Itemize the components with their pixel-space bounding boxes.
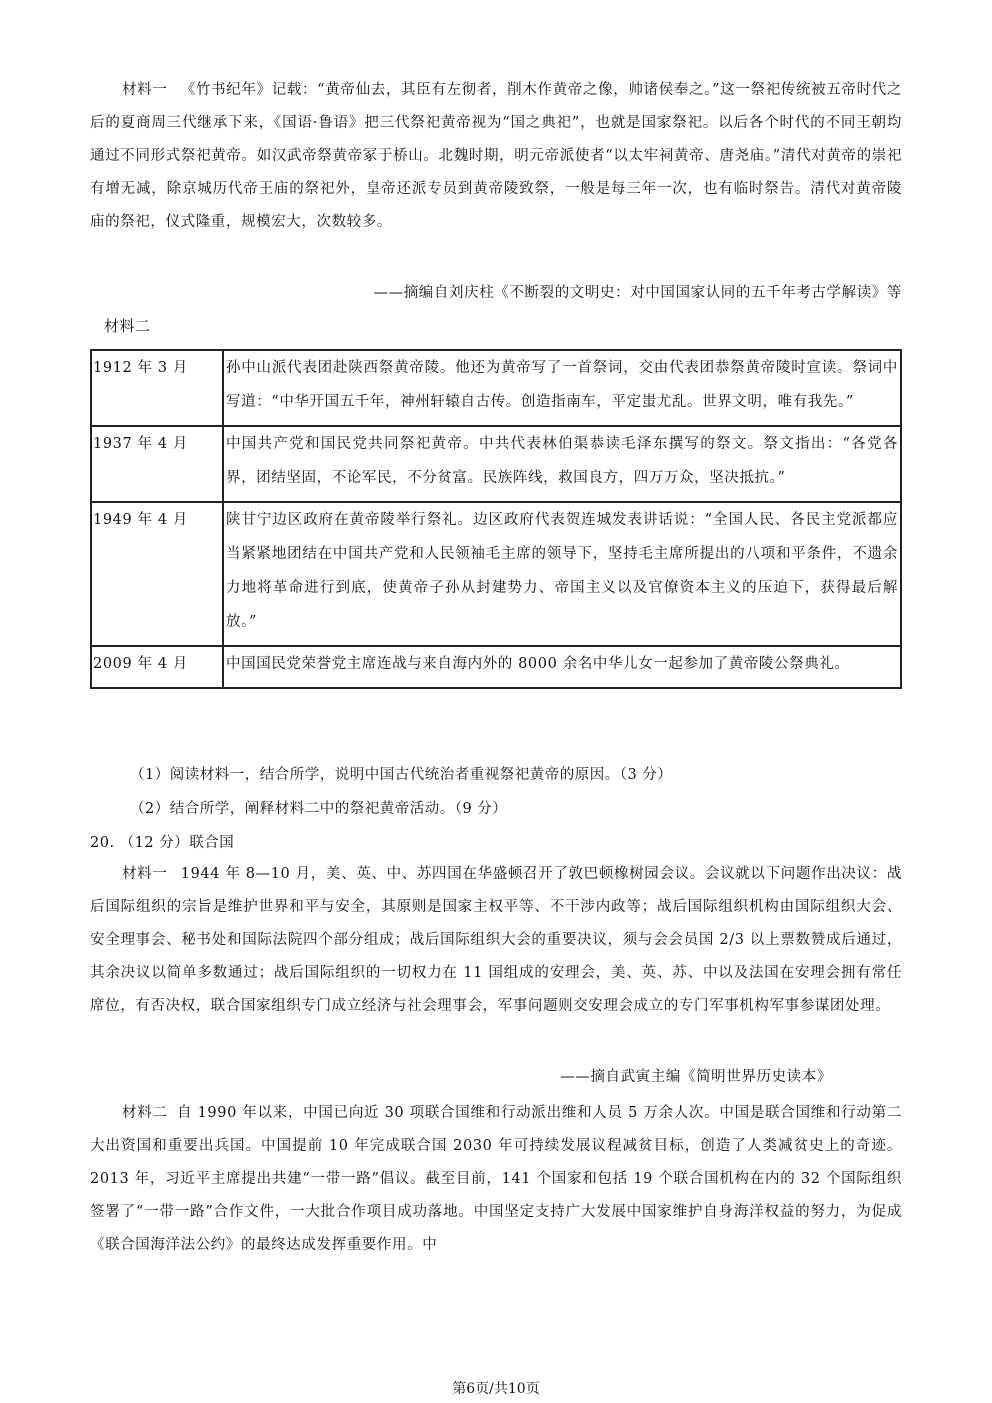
- page-number: 第6页/共10页: [452, 1381, 540, 1397]
- question-19-1: （1）阅读材料一，结合所学，说明中国古代统治者重视祭祀黄帝的原因。（3 分）: [130, 767, 673, 783]
- table-cell-event: 中国国民党荣誉党主席连战与来自海内外的 8000 余名中华儿女一起参加了黄帝陵公祭典礼。: [223, 646, 901, 688]
- table-row: [91, 350, 901, 426]
- material-1-paragraph: [90, 74, 902, 239]
- table-cell-event: 孙中山派代表团赴陕西祭黄帝陵。他还为黄帝写了一首祭词，交由代表团恭祭黄帝陵时宣读。祭词中写道：“中华开国五千年，神州轩辕自古传。创造指南车，平定蚩尤乱。世界文明，唯有我先。”: [223, 350, 901, 426]
- table-cell-date: 2009 年 4 月: [91, 646, 223, 688]
- table-cell-event: 陕甘宁边区政府在黄帝陵举行祭礼。边区政府代表贺连城发表讲话说：“全国人民、各民主党派都应当紧紧地团结在中国共产党和人民领袖毛主席的领导下，坚持毛主席所提出的八项和平条件，不遗余力地将革命进行到底，使黄帝子孙从封建势力、帝国主义以及官僚资本主义的压迫下，获得最后解放。”: [223, 502, 901, 646]
- table-cell-date: 1949 年 4 月: [91, 502, 223, 646]
- material-1-label: 材料一: [122, 82, 168, 98]
- table-cell-event: 中国共产党和国民党共同祭祀黄帝。中共代表林伯渠恭读毛泽东撰写的祭文。祭文指出：“各党各界，团结坚固，不论军民，不分贫富。民族阵线，救国良方，四万万众，坚决抵抗。”: [223, 426, 901, 502]
- q20-material-1-paragraph: [90, 858, 902, 1023]
- table-row: [91, 426, 901, 502]
- material-2-label: 材料二: [104, 317, 151, 335]
- q20-material-1-source: ——摘自武寅主编《简明世界历史读本》: [560, 1069, 832, 1085]
- table-cell-date: 1937 年 4 月: [91, 426, 223, 502]
- q20-material-2-label: 材料二: [122, 1105, 168, 1121]
- table-row: [91, 502, 901, 646]
- material-1-text: 《竹书纪年》记载：“黄帝仙去，其臣有左彻者，削木作黄帝之像，帅诸侯奉之。”这一祭祀传统被五帝时代之后的夏商周三代继承下来，《国语·鲁语》把三代祭祀黄帝视为“国之典祀”，也就是国家祭祀。以后各个时代的不同王朝均通过不同形式祭祀黄帝。如汉武帝祭黄帝冢于桥山。北魏时期，明元帝派使者“以太牢祠黄帝、唐尧庙。”清代对黄帝的崇祀有增无减，除京城历代帝王庙的祭祀外，皇帝还派专员到黄帝陵致祭，一般是每三年一次，也有临时祭告。清代对黄帝陵庙的祭祀，仪式隆重，规模宏大，次数较多。: [90, 82, 902, 230]
- q20-material-1-label: 材料一: [122, 866, 168, 882]
- table-cell-date: 1912 年 3 月: [91, 350, 223, 426]
- question-19-2: （2）结合所学，阐释材料二中的祭祀黄帝活动。（9 分）: [130, 801, 508, 817]
- q20-material-2-text: 自 1990 年以来，中国已向近 30 项联合国维和行动派出维和人员 5 万余人次。中国是联合国维和行动第二大出资国和重要出兵国。中国提前 10 年完成联合国 2030 年可持续发展议程减贫目标，创造了人类减贫史上的奇迹。2013 年，习近平主席提出共建“一带一路”倡议。截至目前，141 个国家和包括 19 个联合国机构在内的 32 个国际组织签署了“一带一路”合作文件，一大批合作项目成功落地。中国坚定支持广大发展中国家维护自身海洋权益的努力，为促成《联合国海洋法公约》的最终达成发挥重要作用。中: [90, 1105, 902, 1253]
- material-2-table: [90, 349, 902, 689]
- material-1-source: ——摘编自刘庆柱《不断裂的文明史：对中国国家认同的五千年考古学解读》等: [373, 285, 902, 301]
- q20-material-2-paragraph: [90, 1097, 902, 1262]
- question-20-heading: 20. （12 分）联合国: [90, 835, 235, 851]
- table-row: [91, 646, 901, 688]
- q20-material-1-text: 1944 年 8—10 月，美、英、中、苏四国在华盛顿召开了敦巴顿橡树园会议。会议就以下问题作出决议：战后国际组织的宗旨是维护世界和平与安全，其原则是国家主权平等、不干涉内政等；战后国际组织机构由国际组织大会、安全理事会、秘书处和国际法院四个部分组成；战后国际组织大会的重要决议，须与会会员国 2/3 以上票数赞成后通过，其余决议以简单多数通过；战后国际组织的一切权力在 11 国组成的安理会，美、英、苏、中以及法国在安理会拥有常任席位，有否决权，联合国家组织专门成立经济与社会理事会，军事问题则交安理会成立的专门军事机构军事参谋团处理。: [90, 866, 902, 1014]
